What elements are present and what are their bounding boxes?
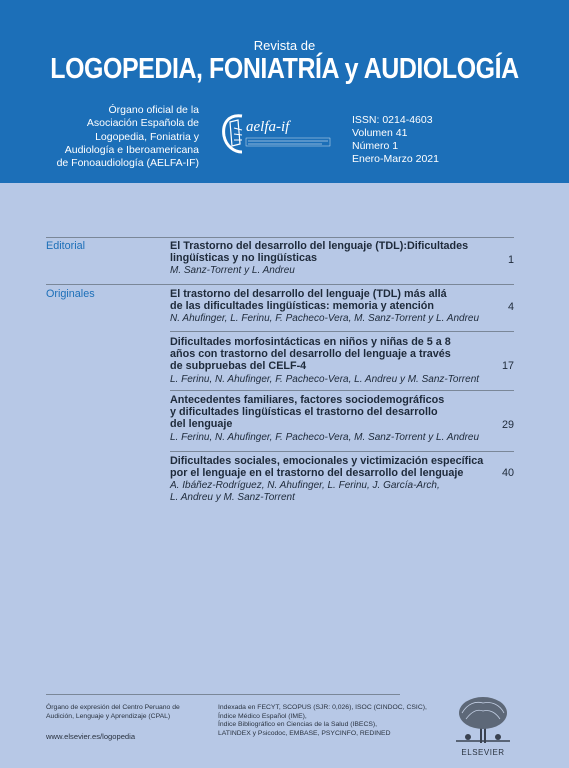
article-authors: L. Ferinu, N. Ahufinger, F. Pacheco-Vera, L. Andreu y M. Sanz-Torrent <box>170 373 480 385</box>
issue-info <box>352 114 439 166</box>
article-authors: N. Ahufinger, L. Ferinu, F. Pacheco-Vera, M. Sanz-Torrent y L. Andreu <box>170 313 480 325</box>
organ-line: Asociación Española de <box>86 117 199 130</box>
page-number: 29 <box>501 419 514 431</box>
page-number: 17 <box>501 360 514 372</box>
article-title[interactable]: Dificultades sociales, emocionales y victimización específica por el lenguaje en el trastorno del desarrollo del lenguaje <box>170 455 484 480</box>
section-editorial: Editorial <box>46 240 86 252</box>
toc-entry[interactable] <box>170 336 490 386</box>
article-authors: A. Ibáñez-Rodríguez, N. Ahufinger, L. Ferinu, J. García-Arch, L. Andreu y M. Sanz-Torrent <box>170 480 440 504</box>
volume: Volumen 41 <box>352 127 408 139</box>
elsevier-wordmark: ELSEVIER <box>461 748 505 757</box>
journal-title: LOGOPEDIA, FONIATRÍA y AUDIOLOGÍA <box>50 53 519 85</box>
website-link[interactable]: www.elsevier.es/logopedia <box>46 732 136 741</box>
page-number: 1 <box>507 254 514 266</box>
official-organ-text <box>0 104 199 170</box>
number: Número 1 <box>352 140 399 152</box>
footer-divider <box>46 694 400 695</box>
issn: ISSN: 0214-4603 <box>352 114 433 126</box>
organ-line: Logopedia, Foniatria y <box>95 130 199 143</box>
article-authors: M. Sanz-Torrent y L. Andreu <box>170 265 295 277</box>
article-title[interactable]: Dificultades morfosintácticas en niños y niñas de 5 a 8 años con trastorno del desarrollo del lenguaje a través de subpruebas del CELF-4 <box>170 336 451 373</box>
organ-line: Órgano oficial de la <box>108 104 199 116</box>
article-title[interactable]: El trastorno del desarrollo del lenguaje (TDL) más allá de las dificultades lingüísticas: memoria y atención <box>170 288 447 313</box>
article-title[interactable]: Antecedentes familiares, factores sociodemográficos y dificultades lingüísticas el trastorno del desarrollo del lenguaje <box>170 394 445 431</box>
toc-entry[interactable] <box>170 455 490 504</box>
toc-entry[interactable] <box>170 288 490 325</box>
organ-expresion: Órgano de expresión del Centro Peruano de Audición, Lenguaje y Aprendizaje (CPAL) <box>46 704 180 720</box>
divider <box>170 451 514 452</box>
toc-entry[interactable] <box>170 394 490 444</box>
toc-entry[interactable] <box>170 240 490 277</box>
article-title[interactable]: El Trastorno del desarrollo del lenguaje (TDL):Dificultades lingüísticas y no lingüísticas <box>170 240 469 265</box>
elsevier-tree-logo <box>448 693 518 745</box>
revista-label: Revista de <box>253 38 316 53</box>
indexing-info: Indexada en FECYT, SCOPUS (SJR: 0,026), ISOC (CINDOC, CSIC), Índice Médico Español (IME), Índice Bibliográfico en Ciencias de la Salud (IBECS), LATINDEX y Psicodoc, EMBASE, PSYCINFO, REDINED <box>218 704 427 737</box>
divider <box>46 237 514 238</box>
divider <box>46 284 514 285</box>
logo-subtext-block <box>246 138 330 146</box>
divider <box>170 331 514 332</box>
organ-line: Audiología e Iberoamericana <box>64 143 199 156</box>
article-authors: L. Ferinu, N. Ahufinger, F. Pacheco-Vera, M. Sanz-Torrent y L. Andreu <box>170 431 480 443</box>
organ-line: de Fonoaudiología (AELFA-IF) <box>56 157 199 170</box>
logo-wordmark: aelfa-if <box>246 119 290 135</box>
page-number: 40 <box>501 467 514 479</box>
divider <box>170 390 514 391</box>
page-number: 4 <box>507 301 514 313</box>
issue-date: Enero-Marzo 2021 <box>352 153 439 165</box>
cover-header <box>0 0 569 183</box>
section-originales: Originales <box>46 288 95 300</box>
aelfa-if-logo <box>212 108 337 160</box>
